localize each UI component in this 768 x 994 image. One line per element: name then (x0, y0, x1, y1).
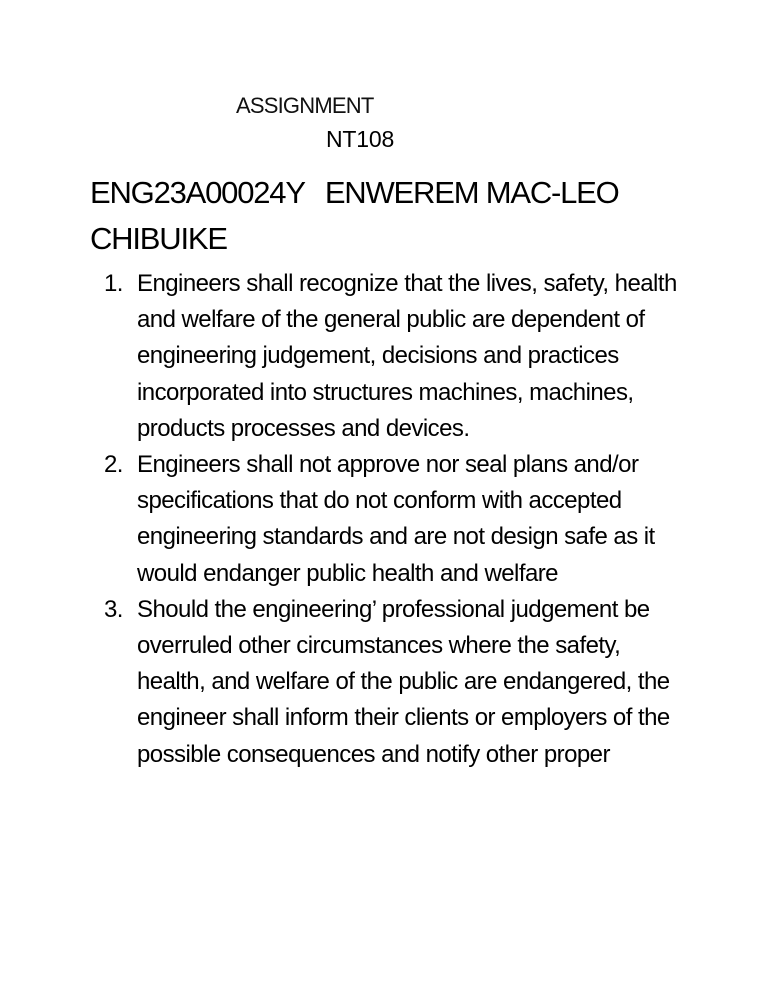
student-identification (90, 170, 700, 262)
list-item-number: 3. (104, 595, 123, 623)
ethics-points-list (104, 266, 684, 773)
list-item (104, 592, 684, 773)
assignment-title: ASSIGNMENT (236, 93, 374, 118)
registration-number: ENG23A00024Y (90, 175, 305, 210)
list-item-text: Should the engineering’ professional judgement be overruled other circumstances where the safety, health, and welfare of the public are endangered, the engineer shall inform their clients or employers of the possible consequences and notify other proper (137, 595, 670, 768)
list-item-text: Engineers shall recognize that the lives, safety, health and welfare of the general public are dependent of engineering judgement, decisions and practices incorporated into structures machines, machines, products processes and devices. (137, 270, 677, 442)
list-item-number: 1. (104, 270, 123, 297)
course-code: NT108 (326, 126, 395, 152)
student-name: ENWEREM MAC-LEO CHIBUIKE (90, 175, 619, 256)
list-item-number: 2. (104, 451, 123, 479)
list-item (104, 266, 684, 447)
list-item-text: Engineers shall not approve nor seal plans and/or specifications that do not conform with accepted engineering standards and are not design safe as it would endanger public health and welfare (137, 451, 655, 587)
list-item (104, 447, 684, 592)
